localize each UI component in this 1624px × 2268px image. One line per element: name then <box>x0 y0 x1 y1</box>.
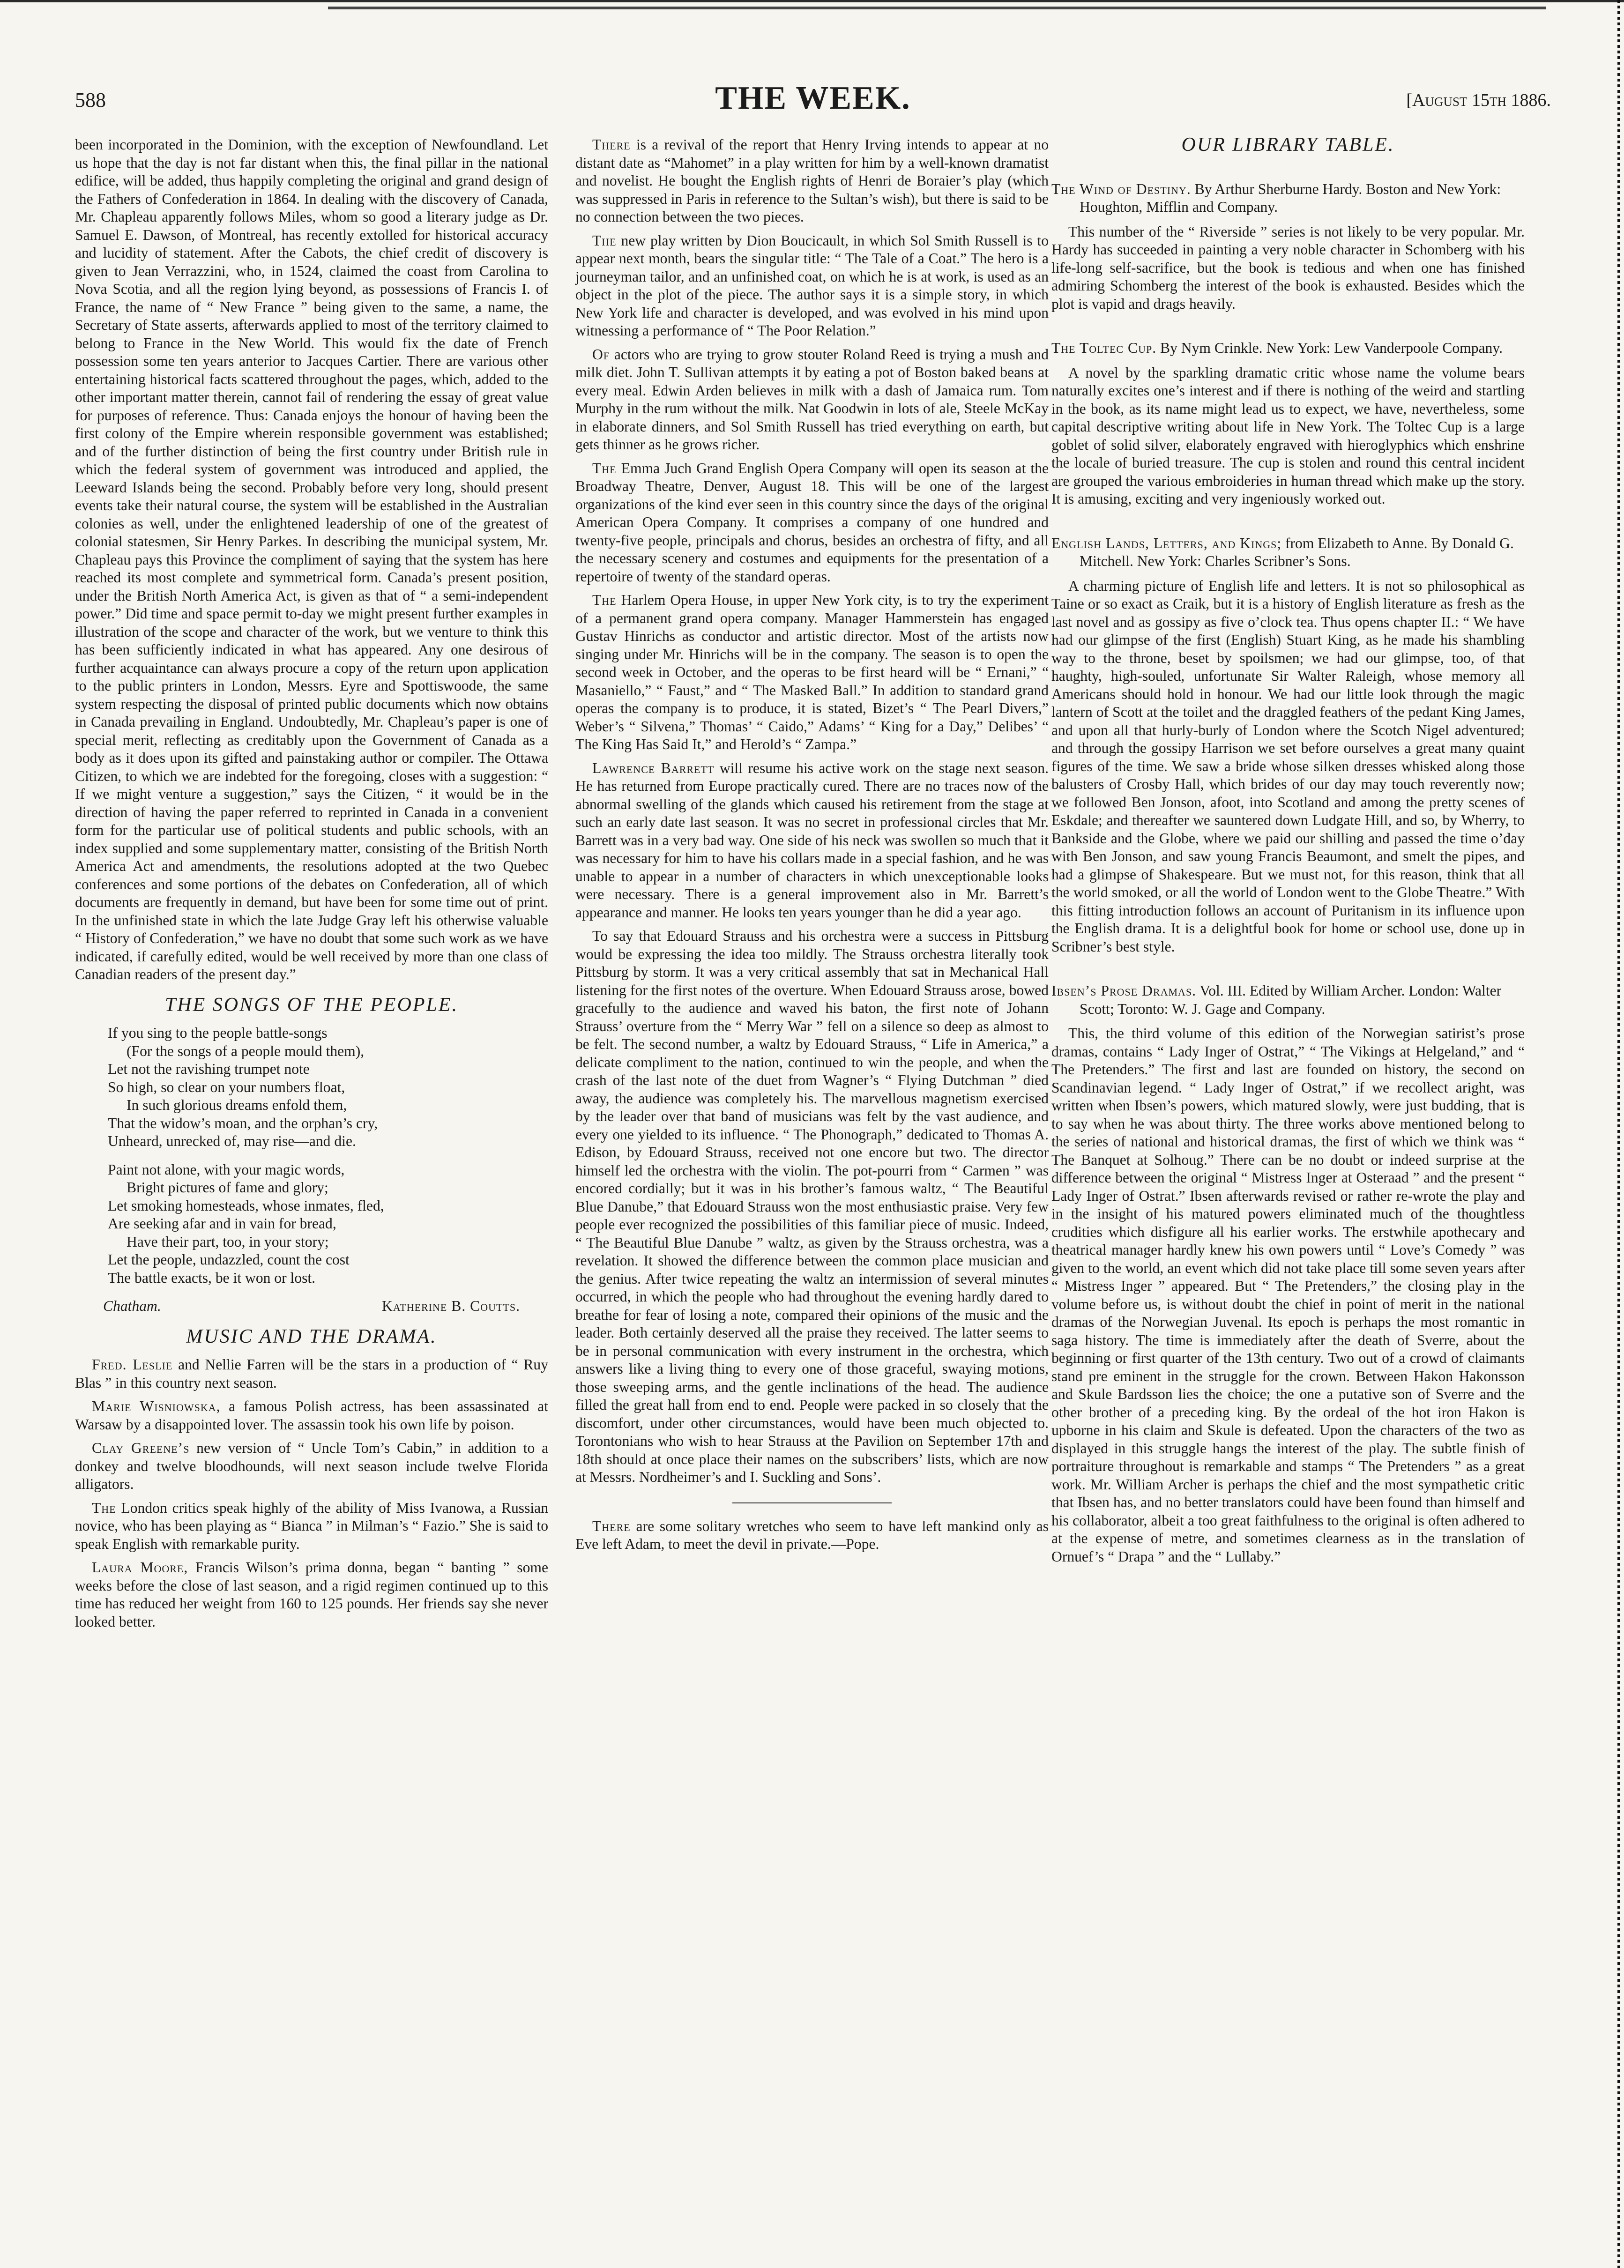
news-item: Clay Greene’s new version of “ Uncle Tom’s Cabin,” in addition to a donkey and twelve bloodhounds, will next season include twelve Florida alligators. <box>75 1440 548 1492</box>
news-item: The Emma Juch Grand English Opera Company will open its season at the Broadway Theatre, Denver, August 18. This will be one of the largest organizations of the kind ever seen in this country since the days of the original American Opera Company. It comprises a company of one hundred and twenty-five people, principals and chorus, besides an orchestra of fifty, and all the necessary scenery and costumes and equipments for the presentation of a repertoire of twenty of the standard operas. <box>575 460 1049 585</box>
poem-author: Katherine B. Coutts. <box>382 1298 520 1314</box>
book-review: This number of the “ Riverside ” series is not likely to be very popular. Mr. Hardy has succeeded in painting a very noble character in Schomberg with his life-long self-sacrifice, but the book is tedious and when one has finished admiring Schomberg the interest of the book is exhausted. Besides which the plot is vapid and drags heavily. <box>1051 223 1525 312</box>
poem-line: In such glorious dreams enfold them, <box>127 1097 347 1113</box>
poem-title: THE SONGS OF THE PEOPLE. <box>164 994 459 1016</box>
book-review: This, the third volume of this edition of the Norwegian satirist’s prose dramas, contains “ Lady Inger of Ostrat,” “ The Vikings at Helgeland,” and “ The Pretenders.” The first and last are founded on history, the second on Scandinavian legend. “ Lady Inger of Ostrat,” if we recollect aright, was written when Ibsen’s powers, which matured slowly, were just budding, that is to say when he was about thirty. The three works above mentioned belong to the series of national and historical dramas, the first of which we think was “ The Banquet at Solhoug.” There can be no doubt or indeed surprise at the difference between the original “ Mistress Inger at Osteraad ” and the present “ Lady Inger of Ostrat.” Ibsen afterwards revised or rather re-wrote the play and in the insight of his matured powers eliminated much of the thoughtless crudities which disfigure all his earlier works. The erstwhile apothecary and theatrical manager hardly knew his own powers until “ Love’s Comedy ” was given to the world, an event which did not take place till some seven years after “ Mistress Inger ” appeared. But “ The Pretenders,” the closing play in the volume before us, is without doubt the chief in point of merit in the national dramas of the Norwegian Juvenal. Its epoch is perhaps the most romantic in saga history. The time is immediately after the death of Sverre, about the beginning or first quarter of the 13th century. Two out of a crowd of claimants stand pre eminent in the struggle for the crown. Between Hakon Hakonsson and Skule Bardsson lies the choice; the one a putative son of Sverre and the other brother of a preceding king. By the ordeal of the hot iron Hakon is upborne in his claim and Skule is defeated. Upon the characters of the two as displayed in this struggle hangs the interest of the play. The subtle finish of portraiture throughout is remarkable and stamps “ The Pretenders ” as a great work. Mr. William Archer is perhaps the chief and the most sympathetic critic that Ibsen has, and no better translators could have been found than himself and his collaborator, albeit a too great faithfulness to the original is often adhered to at the expense of metre, and sometimes clearness as in the translation of Ornuef’s “ Drapa ” and the “ Lullaby.” <box>1051 1025 1525 1565</box>
divider <box>732 1502 892 1503</box>
poem-place: Chatham. <box>103 1298 161 1314</box>
poem-line: Bright pictures of fame and glory; <box>127 1179 328 1196</box>
news-item: The Harlem Opera House, in upper New York city, is to try the experiment of a permanent grand opera company. Manager Hammerstein has engaged Gustav Hinrichs as conductor and artistic director. Most of the artists now singing under Mr. Hinrichs will be in the company. The season is to open the second week in October, and the operas to be first heard will be “ Ernani,” “ Masaniello,” “ Faust,” and “ The Masked Ball.” In addition to standard grand operas the company is to produce, it is stated, Bizet’s “ The Pearl Divers,” Weber’s “ Silvena,” Thomas’ “ Caido,” Adams’ “ King for a Day,” Delibes’ “ The King Has Said It,” and Herold’s “ Zampa.” <box>575 592 1049 752</box>
section-title-music: MUSIC AND THE DRAMA. <box>186 1325 437 1347</box>
poem-line: Let not the ravishing trumpet note <box>108 1061 310 1077</box>
poem-line: That the widow’s moan, and the orphan’s cry, <box>108 1115 378 1131</box>
poem-line: Paint not alone, with your magic words, <box>108 1161 345 1178</box>
quotation: There are some solitary wretches who seem to have left mankind only as Eve left Adam, to meet the devil in private.—Pope. <box>575 1517 1049 1552</box>
column-2 <box>575 136 1049 1559</box>
book-review: A novel by the sparkling dramatic critic whose name the volume bears naturally excites one’s interest and if there is nothing of the weird and startling in the book, as its name might lead us to expect, we have, nevertheless, some capital descriptive writing about life in New York. The Toltec Cup is a large goblet of solid silver, elaborately engraved with hieroglyphics which enshrine the locale of buried treasure. The cup is stolen and round this central incident are grouped the various embroideries in human thread which make up the story. It is amusing, exciting and very ingeniously worked out. <box>1051 364 1525 507</box>
column-1 <box>75 136 548 1636</box>
book-heading: The Wind of Destiny. By Arthur Sherburne Hardy. Boston and New York: Houghton, Mifflin and Company. <box>1051 180 1501 215</box>
column-3 <box>1051 136 1525 1571</box>
page-header <box>75 80 1551 122</box>
poem-stanza <box>108 1024 548 1151</box>
news-item-strauss: To say that Edouard Strauss and his orchestra were a success in Pittsburg would be expressing the idea too mildly. The Strauss orchestra literally took Pittsburg by storm. It was a very critical assembly that sat in Mechanical Hall listening for the first notes of the overture. When Edouard Strauss arose, bowed gracefully to the audience and waved his baton, the first note of Johann Strauss’ overture from the “ Merry War ” fell on a silence so deep as almost to be felt. The second number, a waltz by Edouard Strauss, “ Life in America,” a delicate compliment to the nation, continued to win the people, and when the crash of the last note of the duet from Wagner’s “ Flying Dutchman ” died away, the audience was completely his. The marvellous magnetism exercised by the leader over that band of musicians was felt by the vast audience, and every one yielded to its influence. “ The Phonograph,” dedicated to Thomas A. Edison, by Edouard Strauss, received not one encore but two. The director himself led the orchestra with the violin. The pot-pourri from “ Carmen ” was encored cordially; but it was in his brother’s famous waltz, “ The Beautiful Blue Danube,” that Edouard Strauss won the most enthusiastic praise. Very few people ever recognized the possibilities of this familiar piece of music. Indeed, “ The Beautiful Blue Danube ” waltz, as given by the Strauss orchestra, was a revelation. It showed the difference between the common place musician and the genius. After twice repeating the waltz an intermission of several minutes occurred, in which the people who had throughout the evening hardly dared to breathe for fear of losing a note, compared their opinions of the music and the leader. Both certainly deserved all the praise they received. The latter seems to be in personal communication with every instrument in the orchestra, which answers like a living thing to every one of those graceful, swaying motions, those sweeping arms, and the gentle inclinations of the head. The audience filled the great hall from end to end. People were packed in so closely that the discomfort, under other circumstances, would have been much objected to. Torontonians who wish to hear Strauss at the Pavilion on September 17th and 18th should at once place their names on the subscribers’ lists, which are now at Messrs. Nordheimer’s and I. Suckling and Sons’. <box>575 928 1049 1485</box>
article-continuation: been incorporated in the Dominion, with the exception of Newfoundland. Let us hope that the day is not far distant when this, the final pillar in the national edifice, will be added, thus happily completing the original and grand design of the Fathers of Confederation in 1864. In dealing with the discovery of Canada, Mr. Chapleau apparently follows Miles, whom so good a literary judge as Dr. Samuel E. Dawson, of Montreal, has recently extolled for historical accuracy and lucidity of statement. After the Cabots, the chief credit of discovery is given to Jean Verrazzini, who, in 1524, claimed the coast from Carolina to Nova Scotia, and all the region lying beyond, as possessions of Francis I. of France, the name of “ New France ” being given to the same, a name, the Secretary of State asserts, afterwards applied to most of the territory claimed to belong to France in the New World. This would fix the date of French possession some ten years anterior to Jacques Cartier. There are various other entertaining historical facts scattered throughout the pages, which, added to the other important matter therein, cannot fail of rendering the essay of great value for purposes of reference. Thus: Canada enjoys the honour of having been the first colony of the Empire wherein responsible government was established; and of the further distinction of being the first country under British rule in which the federal system of government was introduced and applied, the Leeward Islands being the second. Probably before very long, should present events take their natural course, the system will be established in the Australian colonies as well, under the enlightened leadership of one of the greatest of colonial statesmen, Sir Henry Parkes. In describing the municipal system, Mr. Chapleau pays this Province the compliment of saying that the system has here reached its most complete and symmetrical form. Canada’s present position, under the British North America Act, is given as that of “ a semi-independent power.” Did time and space permit to-day we might present further examples in illustration of the scope and character of the work, but we venture to think this has been sufficiently indicated in what has appeared. Any one desirous of further acquaintance can always procure a copy of the return upon application to the public printers in London, Messrs. Eyre and Spottiswoode, the same system respecting the disposal of printed public documents which now obtains in Canada prevailing in England. Undoubtedly, Mr. Chapleau’s paper is one of special merit, reflecting as creditably upon the Government of Canada as a body as it does upon its gifted and painstaking author or compiler. The Ottawa Citizen, to which we are indebted for the foregoing, closes with a suggestion: “ If we might venture a suggestion,” says the Citizen, “ it would be in the direction of having the paper referred to reprinted in Canada in a convenient form for the particular use of political students and public schools, with an index supplied and some supplementary matter, consisting of the British North America Act and amendments, the resolutions adopted at the two Quebec conferences and some portions of the debates on Confederation, all of which documents are frequently in demand, but have been for some time out of print. In the unfinished state in which the late Judge Gray left his otherwise valuable “ History of Confederation,” we have no doubt that some such work as we have indicated, if carefully edited, would be well received by more than one class of Canadian readers of the present day.” <box>75 136 548 982</box>
poem-line: Unheard, unrecked of, may rise—and die. <box>108 1133 356 1149</box>
issue-date: [August 15th 1886. <box>1406 90 1551 110</box>
news-item: Lawrence Barrett will resume his active work on the stage next season. He has returned from Europe practically cured. There are no traces now of the abnormal swelling of the glands which caused his retirement from the stage at such an early date last season. It was no secret in professional circles that Mr. Barrett was in a very bad way. One side of his neck was swollen so much that it was necessary for him to have his collars made in a special fashion, and he was unable to appear in a number of characters in which unexceptionable looks were necessary. There is a general improvement also in Mr. Barrett’s appearance and manner. He looks ten years younger than he did a year ago. <box>575 759 1049 921</box>
poem-line: (For the songs of a people mould them), <box>127 1042 365 1059</box>
poem-signature <box>103 1297 520 1316</box>
poem-line: So high, so clear on your numbers float, <box>108 1078 345 1095</box>
news-item: Laura Moore, Francis Wilson’s prima donna, began “ banting ” some weeks before the close of last season, and a rigid regimen continued up to this time has reduced her weight from 160 to 125 pounds. Her friends say she never looked better. <box>75 1559 548 1630</box>
poem <box>108 1024 548 1287</box>
news-item: Marie Wisniowska, a famous Polish actress, has been assassinated at Warsaw by a disappointed lover. The assassin took his own life by poison. <box>75 1398 548 1433</box>
poem-line: If you sing to the people battle-songs <box>108 1025 328 1041</box>
news-item: Fred. Leslie and Nellie Farren will be the stars in a production of “ Ruy Blas ” in this country next season. <box>75 1356 548 1391</box>
scan-border-right <box>1608 0 1624 2268</box>
poem-line: The battle exacts, be it won or lost. <box>108 1269 316 1286</box>
poem-line: Let the people, undazzled, count the cost <box>108 1251 350 1268</box>
news-item: The London critics speak highly of the ability of Miss Ivanowa, a Russian novice, who has been playing as “ Bianca ” in Milman’s “ Fazio.” She is said to speak English with remarkable purity. <box>75 1499 548 1552</box>
poem-line: Have their part, too, in your story; <box>127 1233 329 1250</box>
poem-line: Are seeking afar and in vain for bread, <box>108 1215 336 1232</box>
section-title-library: OUR LIBRARY TABLE. <box>1181 134 1395 156</box>
news-item: Of actors who are trying to grow stouter Roland Reed is trying a mush and milk diet. John T. Sullivan attempts it by eating a pot of Boston baked beans at every meal. Edwin Arden believes in milk with a dash of Jamaica rum. Tom Murphy in the rum without the milk. Nat Goodwin in lots of ale, Steele McKay in elaborate dinners, and Sol Smith Russell has tried everything on earth, but gets thinner as he grows richer. <box>575 346 1049 453</box>
poem-line: Let smoking homesteads, whose inmates, fled, <box>108 1197 384 1214</box>
masthead-title: THE WEEK. <box>715 80 911 116</box>
news-item: There is a revival of the report that Henry Irving intends to appear at no distant date as “Mahomet” in a play written for him by a well-known dramatist and novelist. He bought the English rights of Henri de Boraier’s play (which was suppressed in Paris in reference to the Sultan’s wish), but there is said to be no connection between the two pieces. <box>575 136 1049 225</box>
news-item: The new play written by Dion Boucicault, in which Sol Smith Russell is to appear next month, bears the singular title: “ The Tale of a Coat.” The hero is a journeyman tailor, and an unfinished coat, on which he is at work, is used as an object in the plot of the piece. The author says it is a simple story, in which New York life and character is developed, and was evolved in his mind upon witnessing a performance of “ The Poor Relation.” <box>575 232 1049 339</box>
book-heading: English Lands, Letters, and Kings; from Elizabeth to Anne. By Donald G. Mitchell. New York: Charles Scribner’s Sons. <box>1051 535 1514 569</box>
scan-border-top <box>0 0 1624 19</box>
poem-stanza <box>108 1161 548 1287</box>
book-heading: The Toltec Cup. By Nym Crinkle. New York: Lew Vanderpoole Company. <box>1051 340 1503 356</box>
book-review: A charming picture of English life and letters. It is not so philosophical as Taine or so exact as Craik, but it is a history of English literature as fresh as the last novel and as gossipy as five o’clock tea. Thus opens chapter II.: “ We have had our glimpse of the first (English) Stuart King, as he made his shambling way to the throne, beset by spoilsmen; we had our glimpse, too, of that haughty, high-souled, unfortunate Sir Walter Raleigh, whose memory all Americans should hold in honour. We had our little look through the magic lantern of Scott at the toilet and the draggled feathers of the pedant King James, and upon all that hurly-burly of London where the Scotch Nigel adventured; and through the gossipy Harrison we set before ourselves a great many quaint figures of the time. We saw a bride whose silken dresses whisked along those balusters of Crosby Hall, which brides of our day may touch reverently now; we followed Ben Jonson, afoot, into Scotland and among the pretty scenes of Eskdale; and thereafter we sauntered down Ludgate Hill, and so, by Wherry, to Bankside and the Globe, where we paid our shilling and passed the time o’day with Ben Jonson, and saw young Francis Beaumont, and smelt the pipes, and had a glimpse of Shakespeare. But we must not, for this reason, think that all the world smoked, or all the world of London went to the Globe Theatre.” With this fitting introduction follows an account of Puritanism in its influence upon the English drama. It is a delightful book for home or school use, done up in Scribner’s best style. <box>1051 577 1525 955</box>
page-number: 588 <box>75 89 106 112</box>
book-heading: Ibsen’s Prose Dramas. Vol. III. Edited by William Archer. London: Walter Scott; Toronto: W. J. Gage and Company. <box>1051 982 1502 1017</box>
